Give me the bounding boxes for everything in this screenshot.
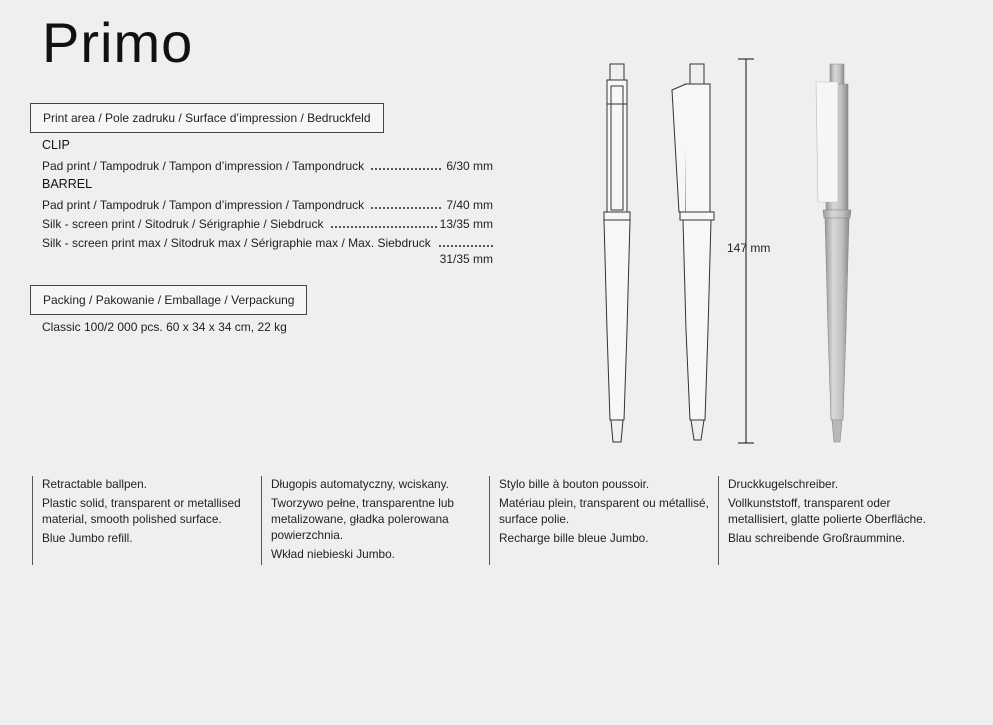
- description-line: Stylo bille à bouton poussoir.: [499, 477, 650, 491]
- barrel-heading: BARREL: [42, 177, 93, 191]
- description-line: Retractable ballpen.: [42, 477, 147, 491]
- print-row-label: Silk - screen print max / Sitodruk max / Sérigraphie max / Max. Siebdruck: [42, 235, 437, 251]
- packing-details: Classic 100/2 000 pcs. 60 x 34 x 34 cm, 22 kg: [42, 320, 287, 334]
- product-title: Primo: [42, 11, 194, 74]
- description-de: [718, 476, 938, 565]
- description-line: Recharge bille bleue Jumbo.: [499, 531, 649, 545]
- description-pl: [261, 476, 481, 565]
- print-row-barrel-silk: [42, 216, 493, 232]
- print-row-value: 13/35 mm: [437, 216, 493, 232]
- pen-silver-render: [816, 64, 851, 442]
- clip-heading: CLIP: [42, 138, 70, 152]
- pen-outline-front: [604, 64, 630, 442]
- description-line: Matériau plein, transparent ou métallisé, surface polie.: [499, 496, 709, 526]
- description-line: Wkład niebieski Jumbo.: [271, 547, 395, 561]
- print-row-barrel-silk-max: [42, 235, 493, 266]
- description-line: Druckkugelschreiber.: [728, 477, 839, 491]
- packing-heading: Packing / Pakowanie / Emballage / Verpackung: [30, 285, 307, 315]
- description-line: Tworzywo pełne, transparentne lub metalizowane, gładka polerowana powierzchnia.: [271, 496, 454, 542]
- print-row-clip-pad: [42, 158, 493, 174]
- description-en: [32, 476, 252, 565]
- print-area-heading: Print area / Pole zadruku / Surface d’impression / Bedruckfeld: [30, 103, 384, 133]
- print-row-value: 31/35 mm: [437, 251, 493, 267]
- print-row-label: Silk - screen print / Sitodruk / Sérigraphie / Siebdruck: [42, 216, 329, 232]
- pen-outline-side: [672, 64, 714, 440]
- print-row-value: 7/40 mm: [443, 197, 493, 213]
- print-row-label: Pad print / Tampodruk / Tampon d’impression / Tampondruck: [42, 158, 370, 174]
- description-line: Blau schreibende Großraummine.: [728, 531, 906, 545]
- description-line: Długopis automatyczny, wciskany.: [271, 477, 449, 491]
- print-row-value: 6/30 mm: [443, 158, 493, 174]
- pen-drawings: [590, 55, 890, 455]
- print-row-barrel-pad: [42, 197, 493, 213]
- description-fr: [489, 476, 709, 565]
- dimension-label: 147 mm: [727, 241, 771, 255]
- description-line: Plastic solid, transparent or metallised material, smooth polished surface.: [42, 496, 241, 526]
- description-line: Vollkunststoff, transparent oder metallisiert, glatte polierte Oberfläche.: [728, 496, 927, 526]
- description-line: Blue Jumbo refill.: [42, 531, 133, 545]
- print-row-label: Pad print / Tampodruk / Tampon d’impression / Tampondruck: [42, 197, 370, 213]
